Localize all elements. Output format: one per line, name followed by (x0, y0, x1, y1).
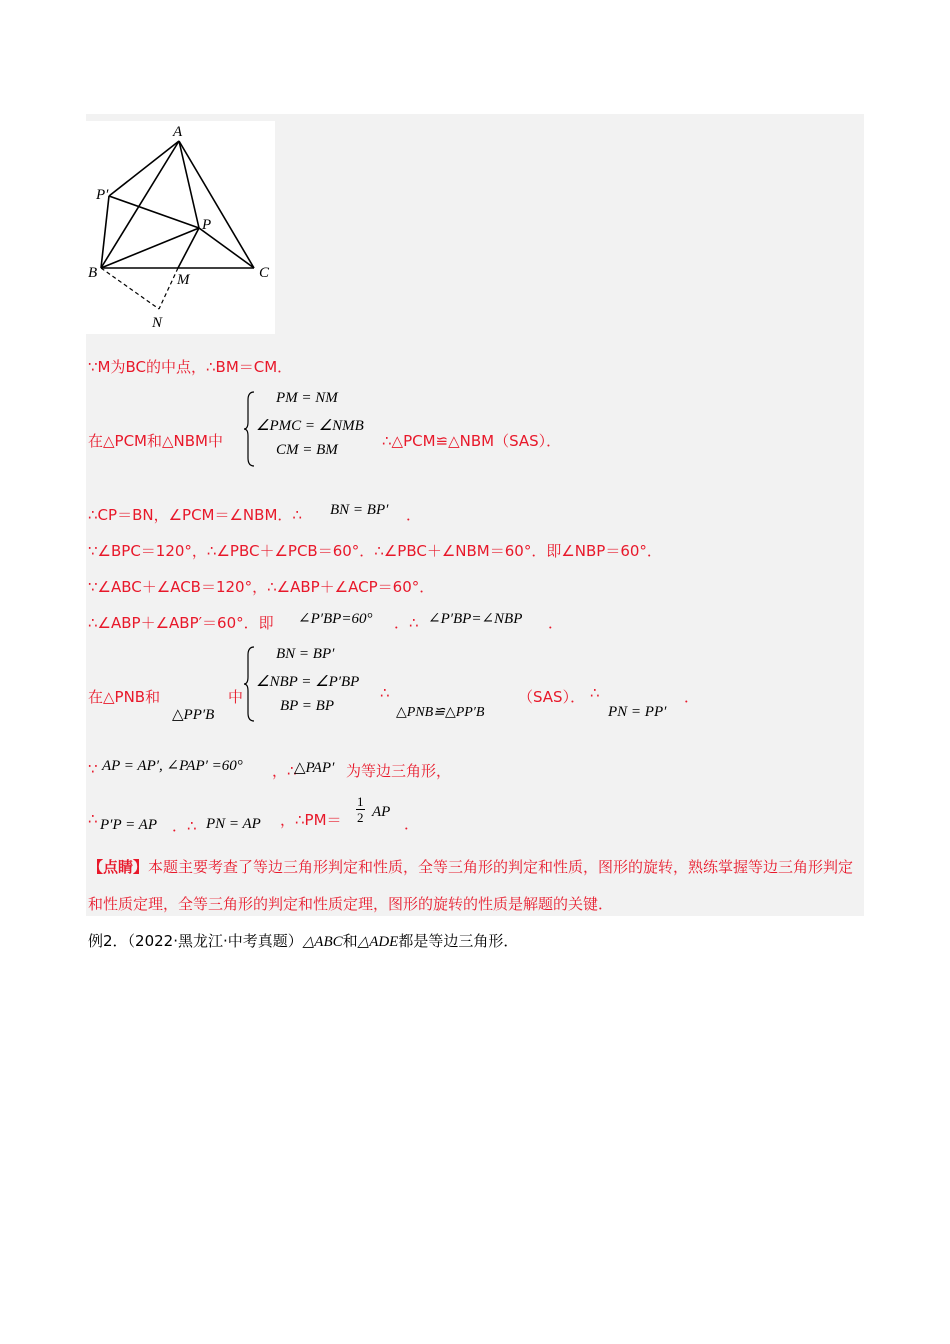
example-2 (88, 930, 518, 951)
frac-num: 1 (357, 794, 364, 809)
sys2-row2: ∠NBP = ∠P′BP (256, 674, 360, 690)
step-pap-equilateral: 为等边三角形， (346, 762, 452, 780)
label-m: M (177, 272, 190, 288)
step-pnb-prefix: 在△PNB和 (88, 688, 161, 706)
example-prefix: 例2．（2022·黑龙江·中考真题） (88, 932, 303, 950)
example-suffix: 都是等边三角形． (398, 932, 519, 950)
step-abc: ∵∠ABC＋∠ACB＝120°，∴∠ABP＋∠ACP＝60°． (88, 578, 435, 596)
brace-2 (244, 645, 256, 723)
example-and: 和 (342, 932, 358, 950)
step-sas: （SAS）． (518, 688, 586, 706)
eq-pbp-nbp: ∠P′BP=∠NBP (428, 611, 523, 627)
eq-pp-ap: P′P = AP (100, 817, 158, 833)
step-pm-mid: ．∴ (172, 817, 197, 835)
therefore-2: ∴ (590, 684, 600, 702)
eq-ap-ap: AP = AP′, ∠PAP′ =60° (102, 758, 243, 774)
step-pm: ，∴PM＝ (280, 811, 342, 829)
example-tri1: △ABC (302, 934, 343, 950)
eq-pn-pp: PN = PP′ (608, 704, 667, 720)
step-abp: ∴∠ABP＋∠ABP′＝60°．即 (88, 614, 274, 632)
tri-ppb: △PP′B (172, 707, 215, 723)
sys1-row3: CM = BM (276, 442, 338, 458)
fraction-half (356, 794, 365, 825)
step-pcm-congruent: ∴△PCM≌△NBM（SAS）． (382, 432, 562, 450)
tri-pap: △PAP′ (294, 760, 335, 776)
eq-ap: AP (372, 804, 391, 820)
step-pap-mid: ，∴ (272, 762, 297, 780)
therefore-1: ∴ (380, 684, 390, 702)
label-n: N (152, 315, 163, 331)
label-b: B (88, 265, 98, 281)
note-tag: 【点睛】 (88, 858, 149, 876)
eq-pn-ap: PN = AP (206, 816, 261, 832)
step-abp-mid: ．∴ (394, 614, 419, 632)
brace-1 (244, 390, 256, 468)
therefore-3: ∴ (88, 810, 98, 828)
triangle-diagram (86, 121, 275, 334)
sys2-row1: BN = BP′ (276, 646, 335, 662)
because-1: ∵ (88, 760, 98, 778)
eq-pbp-60: ∠P′BP=60° (298, 611, 373, 627)
step-pcm-prefix: 在△PCM和△NBM中 (88, 432, 223, 450)
label-a: A (173, 124, 183, 140)
geometry-figure (86, 121, 275, 334)
key-point-note (88, 849, 860, 923)
label-p-prime: P′ (96, 187, 109, 203)
step-pnb-end: ． (684, 688, 700, 706)
label-p: P (202, 217, 212, 233)
step-pm-end: ． (404, 815, 420, 833)
sys1-row1: PM = NM (276, 390, 338, 406)
step-bpc: ∵∠BPC＝120°，∴∠PBC＋∠PCB＝60°．∴∠PBC＋∠NBM＝60°．即∠NBP＝60°． (88, 542, 662, 560)
sys1-row2: ∠PMC = ∠NMB (256, 418, 364, 434)
example-tri2: △ADE (357, 934, 399, 950)
step-cp-bn: ∴CP＝BN，∠PCM＝∠NBM．∴ (88, 506, 302, 524)
frac-den: 2 (357, 810, 364, 825)
step-abp-end: ． (548, 614, 564, 632)
eq-pnb-congruent: △PNB≌△PP′B (396, 705, 485, 720)
sys2-row3: BP = BP (280, 698, 335, 714)
step-pnb-mid: 中 (228, 688, 244, 706)
eq-bn-bp: BN = BP′ (330, 502, 389, 518)
step-cp-bn-end: ． (406, 506, 422, 524)
label-c: C (259, 265, 270, 281)
note-text: 本题主要考查了等边三角形判定和性质，全等三角形的判定和性质，图形的旋转，熟练掌握等边三角形判定和性质定理，全等三角形的判定和性质定理，图形的旋转的性质是解题的关键． (88, 858, 854, 913)
step-midpoint: ∵M为BC的中点，∴BM＝CM． (88, 358, 293, 376)
